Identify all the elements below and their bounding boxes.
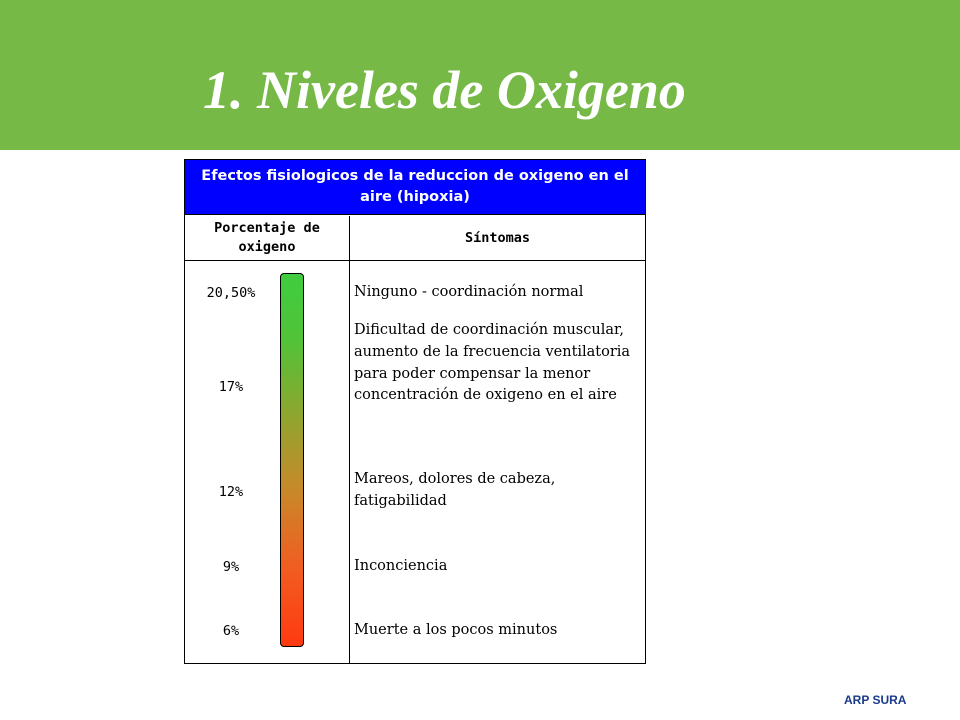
oxygen-gradient-bar <box>280 273 304 647</box>
percentage-value: 20,50% <box>206 285 256 301</box>
table-header: Efectos fisiologicos de la reduccion de oxigeno en el aire (hipoxia) <box>185 160 645 215</box>
footer-brand: ARP SURA <box>844 693 907 707</box>
percentage-value: 12% <box>218 484 244 500</box>
title-banner <box>0 0 960 150</box>
slide-title: 1. Niveles de Oxigeno <box>203 60 686 120</box>
percentage-value: 9% <box>222 559 240 575</box>
percentage-value: 6% <box>222 623 240 639</box>
symptom-text: Muerte a los pocos minutos <box>354 622 558 638</box>
symptom-text: Inconciencia <box>354 558 448 574</box>
symptom-text: Ninguno - coordinación normal <box>354 284 584 300</box>
symptom-text: Dificultad de coordinación muscular, aumento de la frecuencia ventilatoria para poder compensar la menor concentración de oxigeno en el aire <box>354 322 631 404</box>
symptom-text: Mareos, dolores de cabeza, fatigabilidad <box>354 471 556 509</box>
percentage-column-header: Porcentaje de oxigeno <box>214 220 320 255</box>
percentage-value: 17% <box>218 379 244 395</box>
column-divider <box>349 216 350 663</box>
header-divider <box>185 260 645 261</box>
symptoms-column-header: Síntomas <box>464 229 531 246</box>
hypoxia-effects-table <box>184 159 646 664</box>
